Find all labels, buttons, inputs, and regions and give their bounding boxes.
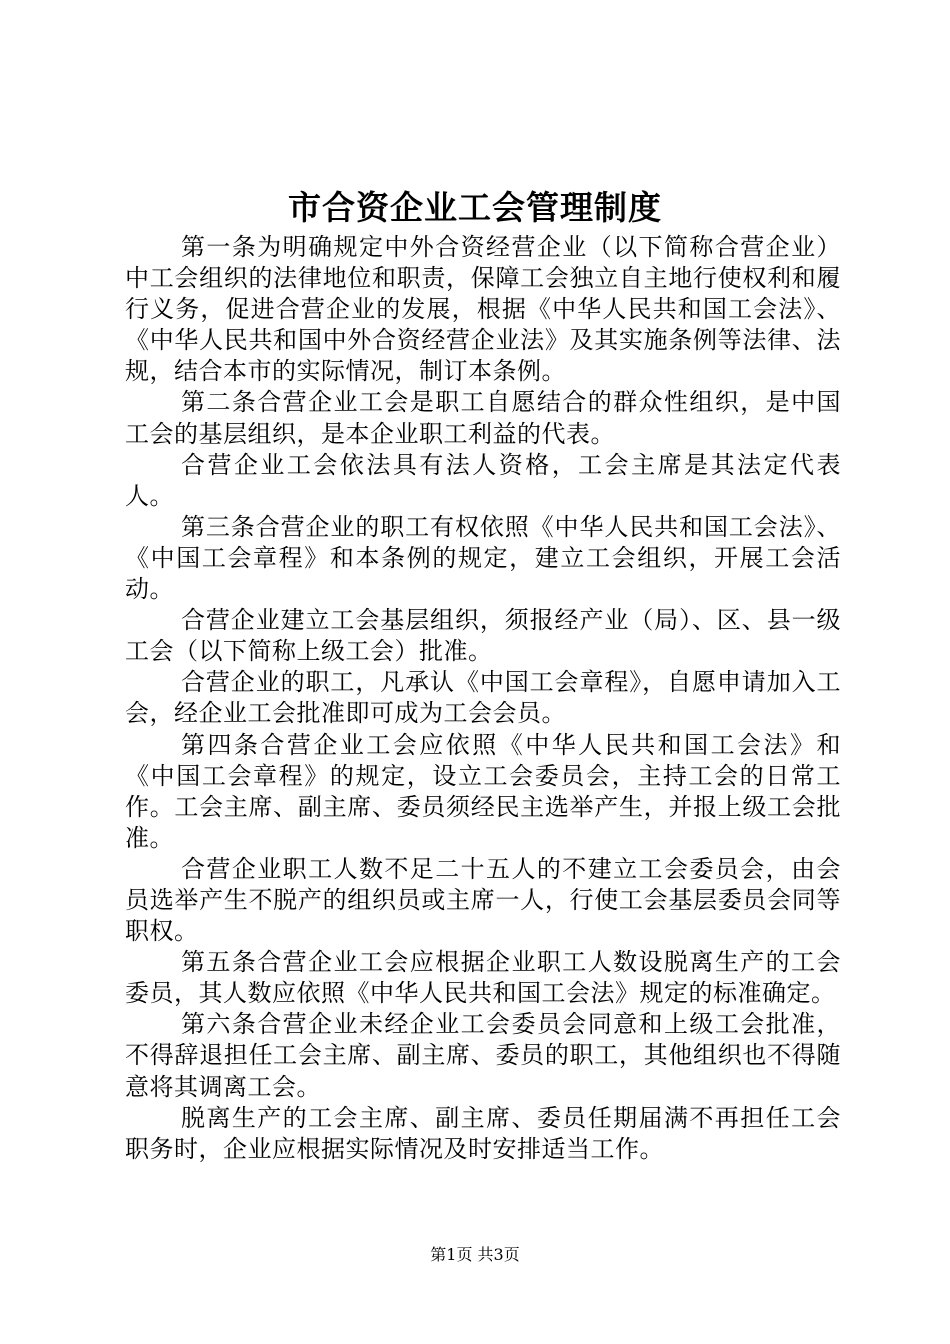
paragraph-article-6: 第六条合营企业未经企业工会委员会同意和上级工会批准，不得辞退担任工会主席、副主席、委员的职工，其他组织也不得随意将其调离工会。 xyxy=(125,1010,841,1101)
paragraph-article-3-approval: 合营企业建立工会基层组织，须报经产业（局）、区、县一级工会（以下简称上级工会）批准。 xyxy=(125,606,841,666)
paragraph-article-3-membership: 合营企业的职工，凡承认《中国工会章程》，自愿申请加入工会，经企业工会批准即可成为工会会员。 xyxy=(125,668,841,728)
paragraph-article-3: 第三条合营企业的职工有权依照《中华人民共和国工会法》、《中国工会章程》和本条例的规定，建立工会组织，开展工会活动。 xyxy=(125,512,841,604)
paragraph-article-6-reassignment: 脱离生产的工会主席、副主席、委员任期届满不再担任工会职务时，企业应根据实际情况及时安排适当工作。 xyxy=(125,1103,841,1163)
paragraph-article-4-small-enterprise: 合营企业职工人数不足二十五人的不建立工会委员会，由会员选举产生不脱产的组织员或主席一人，行使工会基层委员会同等职权。 xyxy=(125,854,841,946)
paragraph-article-2-legal-person: 合营企业工会依法具有法人资格，工会主席是其法定代表人。 xyxy=(125,450,841,510)
paragraph-article-2: 第二条合营企业工会是职工自愿结合的群众性组织，是中国工会的基层组织，是本企业职工利益的代表。 xyxy=(125,388,841,448)
paragraph-article-4: 第四条合营企业工会应依照《中华人民共和国工会法》和《中国工会章程》的规定，设立工会委员会，主持工会的日常工作。工会主席、副主席、委员须经民主选举产生，并报上级工会批准。 xyxy=(125,730,841,852)
document-body xyxy=(125,232,841,1165)
paragraph-article-1: 第一条为明确规定中外合资经营企业（以下简称合营企业）中工会组织的法律地位和职责，保障工会独立自主地行使权利和履行义务，促进合营企业的发展，根据《中华人民共和国工会法》、《中华人民共和国中外合资经营企业法》及其实施条例等法律、法规，结合本市的实际情况，制订本条例。 xyxy=(125,233,841,386)
document-title: 市合资企业工会管理制度 xyxy=(288,188,662,227)
page-footer: 第1页 共3页 xyxy=(430,1245,520,1264)
paragraph-article-5: 第五条合营企业工会应根据企业职工人数设脱离生产的工会委员，其人数应依照《中华人民共和国工会法》规定的标准确定。 xyxy=(125,948,841,1008)
